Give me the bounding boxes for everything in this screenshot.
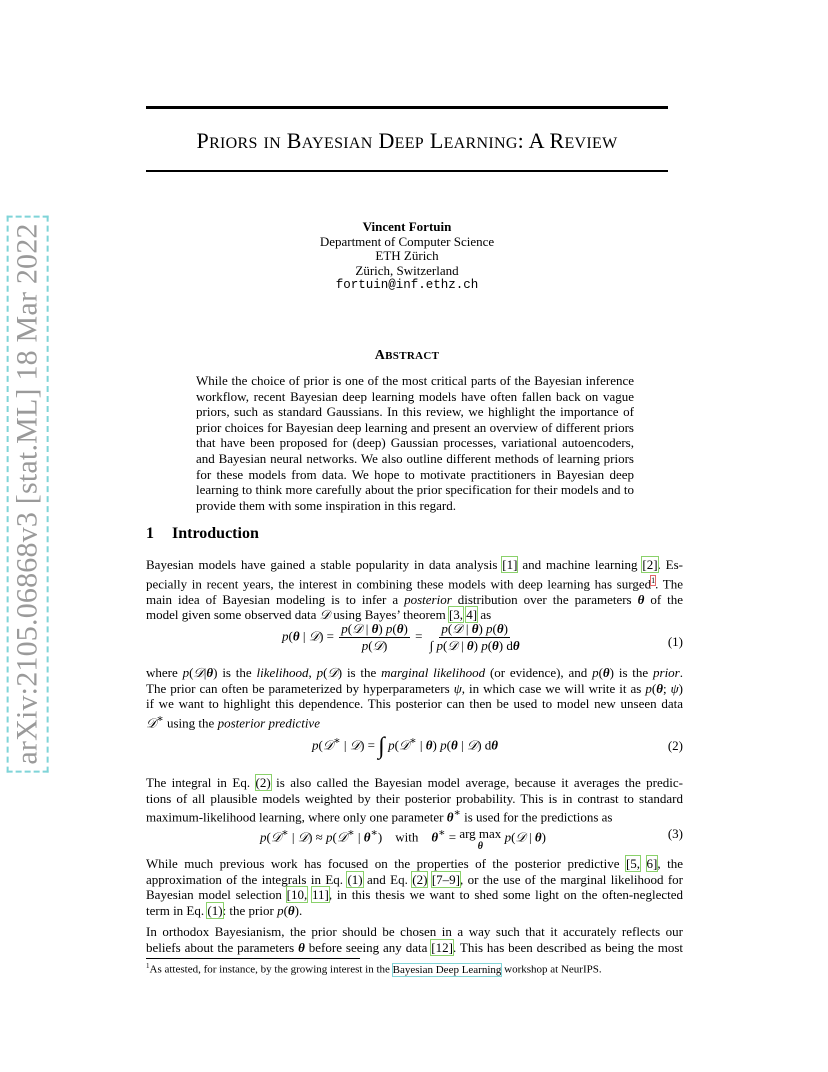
intro-paragraph-4: While much previous work has focused on the properties of the posterior predictive [5, 6], the approximation of the integrals in Eq. (1) and Eq. (2) [7–9], or the use of the marginal likelihood for Bayesian model selection [10, 11], in this thesis we want to shed some light on the often-neglected term in Eq. (1): the prior p(θ). (146, 856, 684, 918)
author-institution: ETH Zürich (375, 248, 439, 264)
intro-paragraph-3: The integral in Eq. (2) is also called the Bayesian model average, because it averages the predic- tions of all plausible models weighted by their posterior probability. This is in contrast to standard maximum-likelihood learning, where only one parameter θ∗ is used for the predictions as (146, 775, 683, 825)
title-rule-top (146, 106, 668, 109)
citation-link[interactable]: 6] (646, 856, 658, 871)
intro-paragraph-2: where p(𝒟|θ) is the likelihood, p(𝒟) is the marginal likelihood (or evidence), and p(θ) is the prior. The prior can often be parameterized by hyperparameters ψ, in which case we will write it as p(θ; ψ) if we want to highlight this dependence. This posterior can then be used to model new unseen data 𝒟∗ using the posterior predictive (146, 665, 683, 731)
intro-paragraph-5: In orthodox Bayesianism, the prior should be chosen in a way such that it accurately reflects our beliefs about the parameters θ before seeing any data [12]. This has been described as being the most (146, 924, 683, 955)
equation-ref-link[interactable]: (1) (347, 871, 363, 887)
citation-link[interactable]: [2] (642, 557, 658, 572)
citation-link[interactable]: [5, (625, 856, 641, 871)
citation-link[interactable]: [7–9] (431, 871, 461, 887)
equation-number: (1) (667, 634, 683, 649)
author-block (146, 220, 668, 293)
citation-link[interactable]: [10, (286, 887, 308, 903)
citation-link[interactable]: [1] (502, 557, 518, 572)
citation-link[interactable]: 11] (311, 887, 329, 903)
citation-link[interactable]: [12] (431, 939, 453, 955)
footnote: $^1$As attested, for instance, by the growing interest in the Bayesian Deep Learning workshop at NeurIPS. (146, 962, 602, 976)
equation-number: (3) (667, 826, 683, 841)
footnote-marker-link[interactable]: 1 (651, 575, 656, 585)
footnote-rule (146, 958, 360, 959)
paper-title: PRIORS IN BAYESIAN DEEP LEARNING: A REVIEW (196, 128, 618, 153)
arxiv-id-link[interactable]: arXiv:2105.06868v3 [stat.ML] 18 Mar 2022 (11, 219, 45, 768)
title-rule-bottom (146, 170, 668, 172)
citation-link[interactable]: 4] (466, 607, 478, 623)
author-city: Zürich, Switzerland (355, 262, 459, 278)
equation-2: p(𝒟∗ | 𝒟) = ∫ p(𝒟∗ | θ) p(θ | 𝒟) dθ (2) (312, 733, 683, 760)
author-email: fortuin@inf.ethz.ch (335, 278, 479, 293)
citation-link[interactable]: [3, (448, 607, 464, 623)
arxiv-stamp[interactable] (6, 223, 50, 765)
workshop-link[interactable]: Bayesian Deep Learning (392, 963, 502, 976)
equation-number: (2) (667, 738, 683, 753)
author-department: Department of Computer Science (319, 233, 495, 249)
equation-ref-link[interactable]: (1) (207, 902, 223, 918)
equation-1: p(θ | 𝒟) = $\frac{\text{p(𝒟 | θ) p(θ)}}{\text{p(𝒟)}}$ = $\frac{\text{p(𝒟 | θ) p(θ)}}{\text{∫ p(𝒟 | θ) p(θ) dθ}}$ (1) (282, 621, 683, 653)
intro-paragraph-1: Bayesian models have gained a stable popularity in data analysis [1] and machine learning [2]. Es- pecially in recent years, the interest in combining these models with deep learning has surged$^1$. The main idea of Bayesian modeling is to infer a posterior distribution over the parameters θ of the model given some observed data 𝒟 using Bayes’ theorem [3, 4] as (146, 557, 684, 623)
equation-ref-link[interactable]: (2) (412, 871, 428, 887)
equation-ref-link[interactable]: (2) (255, 775, 271, 790)
section-heading: 1 Introduction (146, 525, 259, 542)
abstract-heading: ABSTRACT (374, 348, 440, 363)
author-name: Vincent Fortuin (362, 219, 452, 234)
equation-3: p(𝒟∗ | 𝒟) ≈ p(𝒟∗ | θ∗) with θ∗ = arg max θ p(𝒟 | θ) (3) (260, 826, 683, 852)
abstract-text: While the choice of prior is one of the most critical parts of the Bayesian inference workflow, recent Bayesian deep learning models have often fallen back on vague priors, such as standard Gaussians. In this review, we highlight the importance of prior choices for Bayesian deep learning and present an overview of different priors that have been proposed for (deep) Gaussian processes, variational autoencoders, and Bayesian neural networks. We also outline different methods of learning priors for these models from data. We hope to motivate practitioners in Bayesian deep learning to think more carefully about the prior specification for their models and to provide them with some inspiration in this regard. (196, 373, 634, 513)
